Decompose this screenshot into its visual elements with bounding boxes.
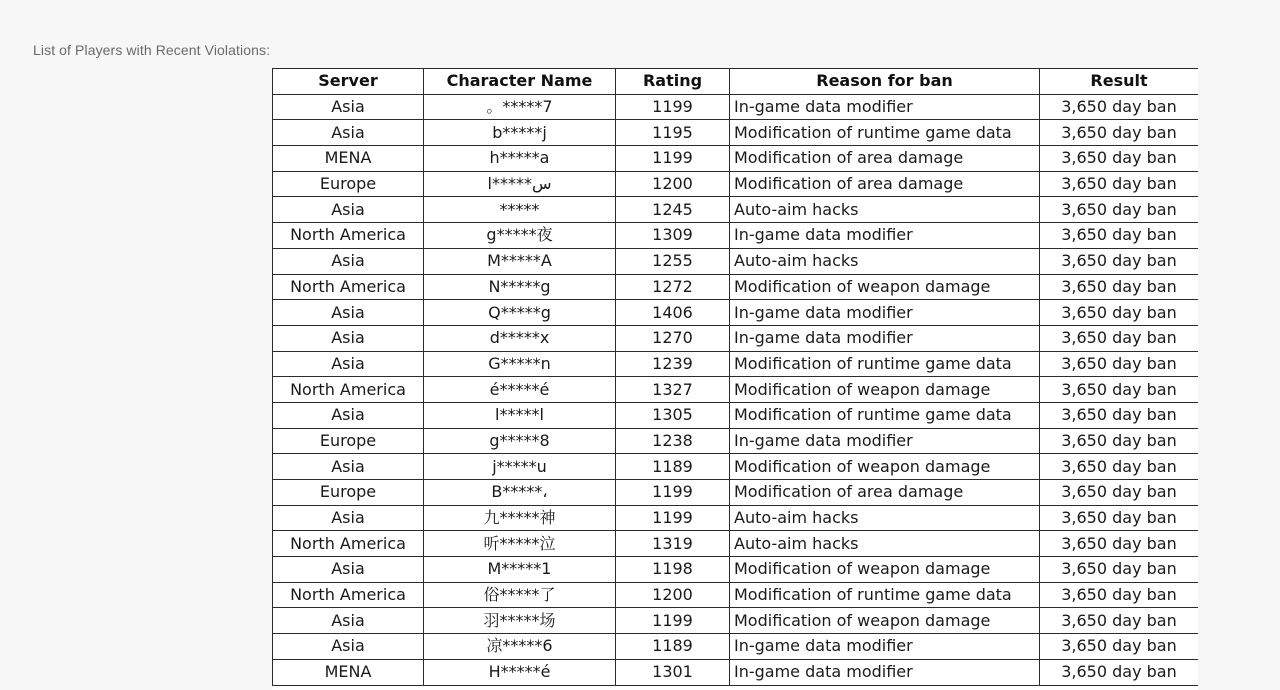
cell-character-name: M*****1 xyxy=(424,557,616,583)
header-character-name: Character Name xyxy=(424,69,616,95)
table-row xyxy=(273,248,1199,274)
cell-result: 3,650 day ban xyxy=(1040,94,1199,120)
cell-server: Europe xyxy=(273,480,424,506)
violations-table xyxy=(272,68,1198,686)
cell-server: Asia xyxy=(273,300,424,326)
cell-rating: 1301 xyxy=(616,659,730,685)
cell-reason: Auto-aim hacks xyxy=(730,531,1040,557)
cell-server: North America xyxy=(273,531,424,557)
cell-result: 3,650 day ban xyxy=(1040,454,1199,480)
table-row xyxy=(273,480,1199,506)
cell-result: 3,650 day ban xyxy=(1040,659,1199,685)
cell-server: North America xyxy=(273,582,424,608)
table-row xyxy=(273,634,1199,660)
cell-server: Asia xyxy=(273,505,424,531)
table-row xyxy=(273,582,1199,608)
cell-server: MENA xyxy=(273,659,424,685)
header-row xyxy=(273,69,1199,95)
cell-rating: 1319 xyxy=(616,531,730,557)
cell-result: 3,650 day ban xyxy=(1040,402,1199,428)
cell-result: 3,650 day ban xyxy=(1040,351,1199,377)
cell-result: 3,650 day ban xyxy=(1040,274,1199,300)
cell-rating: 1255 xyxy=(616,248,730,274)
cell-reason: Modification of area damage xyxy=(730,146,1040,172)
cell-character-name: b*****j xyxy=(424,120,616,146)
cell-server: Europe xyxy=(273,428,424,454)
cell-result: 3,650 day ban xyxy=(1040,634,1199,660)
cell-character-name: d*****x xyxy=(424,325,616,351)
cell-reason: Modification of runtime game data xyxy=(730,120,1040,146)
cell-reason: Modification of area damage xyxy=(730,480,1040,506)
cell-reason: In-game data modifier xyxy=(730,94,1040,120)
cell-rating: 1305 xyxy=(616,402,730,428)
cell-rating: 1198 xyxy=(616,557,730,583)
cell-reason: Modification of runtime game data xyxy=(730,582,1040,608)
cell-result: 3,650 day ban xyxy=(1040,557,1199,583)
header-reason-for-ban: Reason for ban xyxy=(730,69,1040,95)
cell-result: 3,650 day ban xyxy=(1040,531,1199,557)
cell-rating: 1199 xyxy=(616,505,730,531)
cell-rating: 1199 xyxy=(616,94,730,120)
cell-server: Asia xyxy=(273,557,424,583)
cell-character-name: ***** xyxy=(424,197,616,223)
cell-rating: 1199 xyxy=(616,480,730,506)
cell-character-name: M*****A xyxy=(424,248,616,274)
cell-result: 3,650 day ban xyxy=(1040,248,1199,274)
table-row xyxy=(273,171,1199,197)
table-header xyxy=(273,69,1199,95)
cell-rating: 1239 xyxy=(616,351,730,377)
cell-server: North America xyxy=(273,377,424,403)
table-row xyxy=(273,659,1199,685)
cell-character-name: H*****é xyxy=(424,659,616,685)
cell-reason: In-game data modifier xyxy=(730,325,1040,351)
table-row xyxy=(273,300,1199,326)
cell-reason: In-game data modifier xyxy=(730,634,1040,660)
cell-reason: In-game data modifier xyxy=(730,300,1040,326)
cell-character-name: 九*****神 xyxy=(424,505,616,531)
cell-server: Europe xyxy=(273,171,424,197)
cell-character-name: 俗*****了 xyxy=(424,582,616,608)
cell-reason: Modification of area damage xyxy=(730,171,1040,197)
cell-character-name: 听*****泣 xyxy=(424,531,616,557)
cell-result: 3,650 day ban xyxy=(1040,325,1199,351)
table-row xyxy=(273,325,1199,351)
table-row xyxy=(273,146,1199,172)
cell-result: 3,650 day ban xyxy=(1040,300,1199,326)
cell-rating: 1309 xyxy=(616,223,730,249)
cell-server: Asia xyxy=(273,325,424,351)
cell-rating: 1189 xyxy=(616,454,730,480)
header-result: Result xyxy=(1040,69,1199,95)
cell-rating: 1199 xyxy=(616,608,730,634)
cell-server: Asia xyxy=(273,120,424,146)
cell-reason: Modification of weapon damage xyxy=(730,454,1040,480)
table-row xyxy=(273,274,1199,300)
header-rating: Rating xyxy=(616,69,730,95)
cell-rating: 1270 xyxy=(616,325,730,351)
cell-result: 3,650 day ban xyxy=(1040,146,1199,172)
table-caption: List of Players with Recent Violations: xyxy=(33,42,271,58)
cell-character-name: g*****8 xyxy=(424,428,616,454)
cell-server: Asia xyxy=(273,197,424,223)
table-row xyxy=(273,197,1199,223)
cell-rating: 1238 xyxy=(616,428,730,454)
cell-reason: In-game data modifier xyxy=(730,428,1040,454)
cell-character-name: Q*****g xyxy=(424,300,616,326)
table-row xyxy=(273,428,1199,454)
cell-reason: Modification of runtime game data xyxy=(730,402,1040,428)
cell-result: 3,650 day ban xyxy=(1040,608,1199,634)
table-row xyxy=(273,94,1199,120)
cell-character-name: l*****س xyxy=(424,171,616,197)
cell-server: North America xyxy=(273,274,424,300)
cell-rating: 1406 xyxy=(616,300,730,326)
cell-result: 3,650 day ban xyxy=(1040,428,1199,454)
cell-reason: Auto-aim hacks xyxy=(730,248,1040,274)
cell-server: Asia xyxy=(273,94,424,120)
table-row xyxy=(273,505,1199,531)
cell-result: 3,650 day ban xyxy=(1040,377,1199,403)
table-row xyxy=(273,557,1199,583)
cell-server: Asia xyxy=(273,608,424,634)
table-row xyxy=(273,531,1199,557)
table-row xyxy=(273,454,1199,480)
cell-result: 3,650 day ban xyxy=(1040,197,1199,223)
table-row xyxy=(273,377,1199,403)
cell-reason: Modification of weapon damage xyxy=(730,274,1040,300)
cell-result: 3,650 day ban xyxy=(1040,120,1199,146)
cell-rating: 1200 xyxy=(616,171,730,197)
table-row xyxy=(273,120,1199,146)
cell-character-name: j*****u xyxy=(424,454,616,480)
cell-server: North America xyxy=(273,223,424,249)
cell-reason: Modification of weapon damage xyxy=(730,377,1040,403)
cell-character-name: l*****l xyxy=(424,402,616,428)
header-server: Server xyxy=(273,69,424,95)
cell-server: Asia xyxy=(273,248,424,274)
cell-reason: Auto-aim hacks xyxy=(730,197,1040,223)
cell-result: 3,650 day ban xyxy=(1040,582,1199,608)
cell-character-name: G*****n xyxy=(424,351,616,377)
table-row xyxy=(273,402,1199,428)
cell-character-name: g*****夜 xyxy=(424,223,616,249)
cell-character-name: N*****g xyxy=(424,274,616,300)
cell-server: MENA xyxy=(273,146,424,172)
cell-rating: 1189 xyxy=(616,634,730,660)
cell-rating: 1200 xyxy=(616,582,730,608)
cell-rating: 1272 xyxy=(616,274,730,300)
cell-character-name: h*****a xyxy=(424,146,616,172)
cell-character-name: B*****، xyxy=(424,480,616,506)
violations-table-container xyxy=(272,68,1198,690)
cell-rating: 1199 xyxy=(616,146,730,172)
cell-rating: 1327 xyxy=(616,377,730,403)
table-row xyxy=(273,351,1199,377)
cell-reason: In-game data modifier xyxy=(730,659,1040,685)
cell-server: Asia xyxy=(273,402,424,428)
table-row xyxy=(273,608,1199,634)
cell-rating: 1195 xyxy=(616,120,730,146)
cell-character-name: é*****é xyxy=(424,377,616,403)
cell-reason: Modification of weapon damage xyxy=(730,608,1040,634)
cell-character-name: 羽*****场 xyxy=(424,608,616,634)
cell-character-name: 凉*****6 xyxy=(424,634,616,660)
cell-reason: Auto-aim hacks xyxy=(730,505,1040,531)
cell-rating: 1245 xyxy=(616,197,730,223)
cell-result: 3,650 day ban xyxy=(1040,171,1199,197)
cell-result: 3,650 day ban xyxy=(1040,480,1199,506)
cell-reason: In-game data modifier xyxy=(730,223,1040,249)
cell-result: 3,650 day ban xyxy=(1040,505,1199,531)
cell-reason: Modification of runtime game data xyxy=(730,351,1040,377)
cell-server: Asia xyxy=(273,351,424,377)
table-body xyxy=(273,94,1199,685)
table-row xyxy=(273,223,1199,249)
cell-result: 3,650 day ban xyxy=(1040,223,1199,249)
cell-character-name: 。*****7 xyxy=(424,94,616,120)
cell-server: Asia xyxy=(273,454,424,480)
cell-reason: Modification of weapon damage xyxy=(730,557,1040,583)
cell-server: Asia xyxy=(273,634,424,660)
